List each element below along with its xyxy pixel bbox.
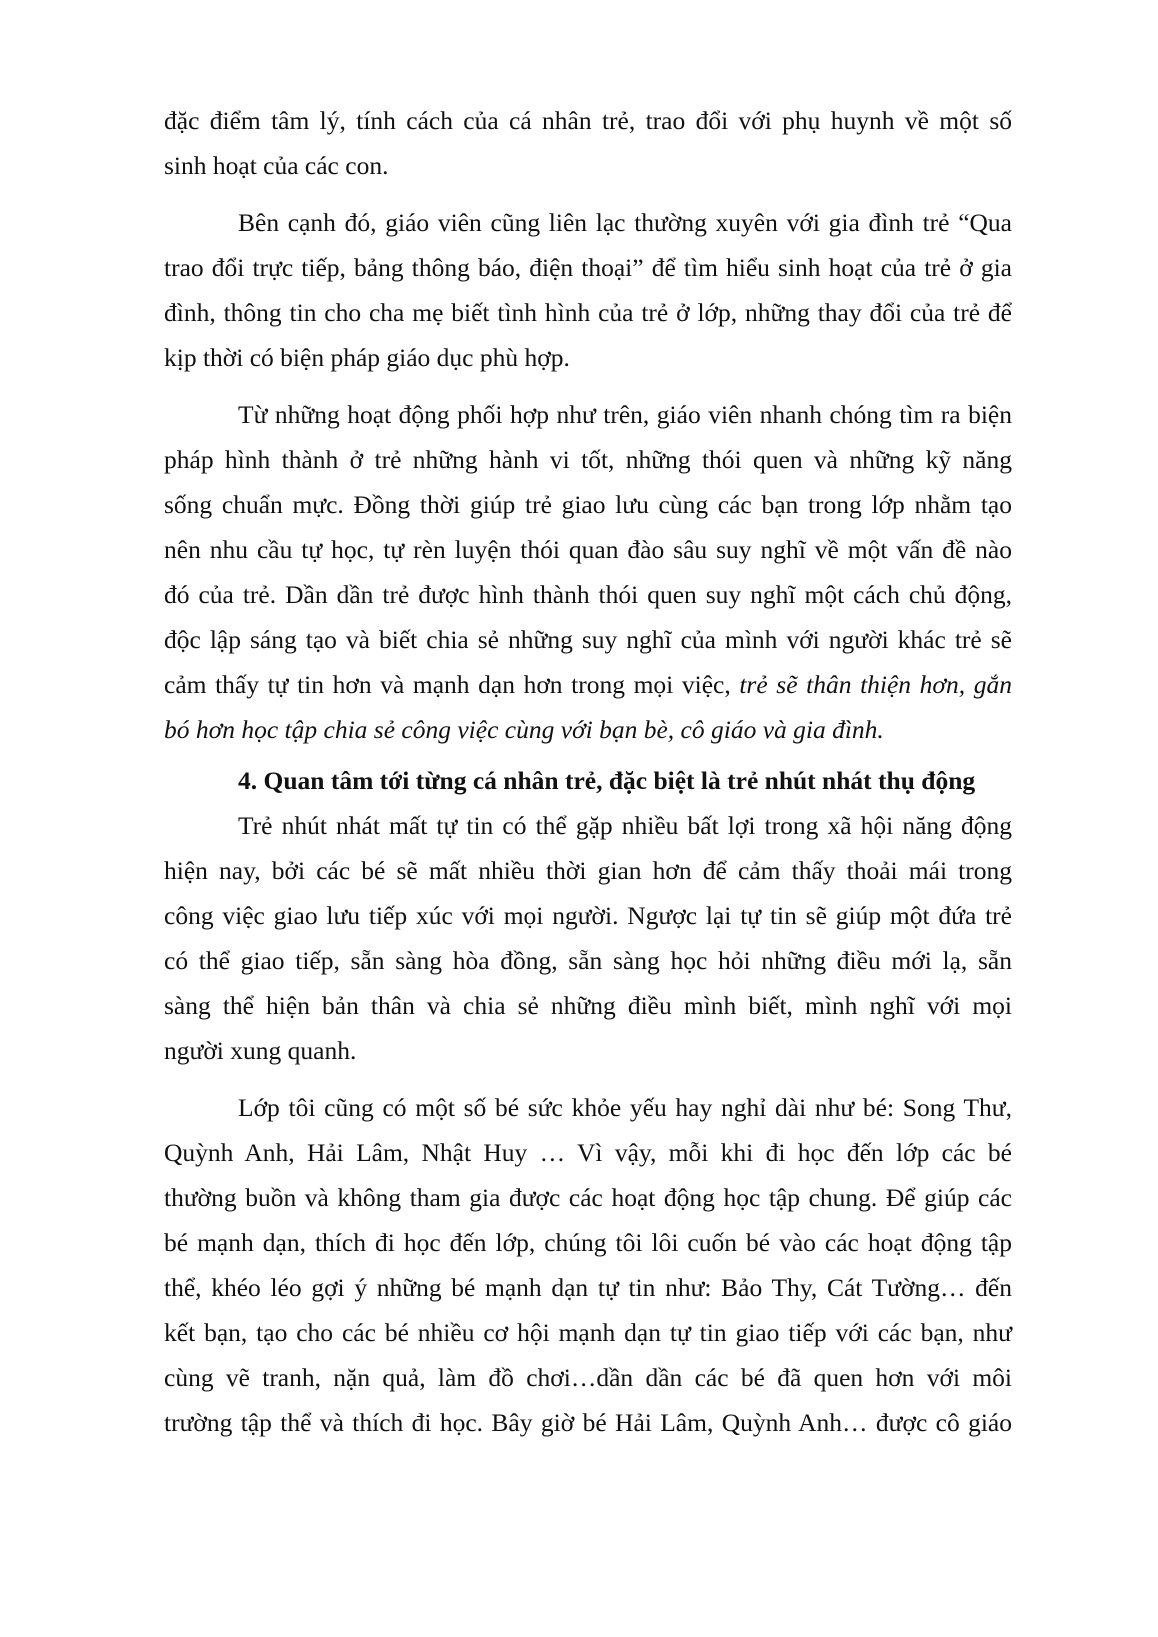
text-line: bé mạnh dạn, thích đi học đến lớp, chúng tôi lôi cuốn bé vào các hoạt động tập [164, 1228, 1012, 1257]
paragraph-4 [164, 803, 1012, 1073]
text-line: Quỳnh Anh, Hải Lâm, Nhật Huy … Vì vậy, mỗi khi đi học đến lớp các bé [164, 1138, 1012, 1167]
text-line: cùng vẽ tranh, nặn quả, làm đồ chơi…dần dần các bé đã quen hơn với môi [164, 1363, 1012, 1392]
italic-run: bó hơn học tập chia sẻ công việc cùng với bạn bè, cô giáo và gia đình. [164, 715, 884, 744]
text-line: độc lập sáng tạo và biết chia sẻ những suy nghĩ của mình với người khác trẻ sẽ [164, 625, 1012, 654]
text-line: sống chuẩn mực. Đồng thời giúp trẻ giao lưu cùng các bạn trong lớp nhằm tạo [164, 490, 1012, 519]
text-line: sinh hoạt của các con. [164, 151, 389, 180]
text-line: pháp hình thành ở trẻ những hành vi tốt, những thói quen và những kỹ năng [164, 445, 1012, 474]
text-line-mixed [164, 662, 1012, 707]
text-line: trao đổi trực tiếp, bảng thông báo, điện thoại” để tìm hiểu sinh hoạt của trẻ ở gia [164, 253, 1012, 282]
paragraph-5 [164, 1085, 1012, 1445]
text-line: Trẻ nhút nhát mất tự tin có thể gặp nhiều bất lợi trong xã hội năng động [238, 811, 1012, 840]
text-line: trường tập thể và thích đi học. Bây giờ bé Hải Lâm, Quỳnh Anh… được cô giáo [164, 1408, 1012, 1437]
text-line: Từ những hoạt động phối hợp như trên, giáo viên nhanh chóng tìm ra biện [238, 400, 1012, 429]
text-line: thể, khéo léo gợi ý những bé mạnh dạn tự tin như: Bảo Thy, Cát Tường… đến [164, 1273, 1012, 1302]
text-line: kết bạn, tạo cho các bé nhiều cơ hội mạnh dạn tự tin giao tiếp với các bạn, như [164, 1318, 1012, 1347]
paragraph-3 [164, 392, 1012, 752]
text-line: có thể giao tiếp, sẵn sàng hòa đồng, sẵn sàng học hỏi những điều mới lạ, sẵn [164, 946, 1012, 975]
text-line: nên nhu cầu tự học, tự rèn luyện thói quan đào sâu suy nghĩ về một vấn đề nào [164, 535, 1012, 564]
text-line-italic [164, 707, 1012, 752]
section-heading: 4. Quan tâm tới từng cá nhân trẻ, đặc biệt là trẻ nhút nhát thụ động [238, 766, 976, 795]
text-line: công việc giao lưu tiếp xúc với mọi người. Ngược lại tự tin sẽ giúp một đứa trẻ [164, 901, 1012, 930]
paragraph-2 [164, 200, 1012, 380]
text-line: thường buồn và không tham gia được các hoạt động học tập chung. Để giúp các [164, 1183, 1012, 1212]
text-line: Bên cạnh đó, giáo viên cũng liên lạc thường xuyên với gia đình trẻ “Qua [238, 208, 1012, 237]
text-line: Lớp tôi cũng có một số bé sức khỏe yếu hay nghỉ dài như bé: Song Thư, [238, 1093, 1012, 1122]
text-line: sàng thể hiện bản thân và chia sẻ những điều mình biết, mình nghĩ với mọi [164, 991, 1012, 1020]
text-line: kịp thời có biện pháp giáo dục phù hợp. [164, 343, 570, 372]
document-page [164, 98, 1012, 1445]
paragraph-1 [164, 98, 1012, 188]
italic-run: trẻ sẽ thân thiện hơn, gắn [739, 670, 1013, 699]
text-line: đặc điểm tâm lý, tính cách của cá nhân trẻ, trao đổi với phụ huynh về một số [164, 106, 1012, 135]
text-line: đó của trẻ. Dần dần trẻ được hình thành thói quen suy nghĩ một cách chủ động, [164, 580, 1012, 609]
text-run: cảm thấy tự tin hơn và mạnh dạn hơn trong mọi việc, [164, 670, 740, 699]
text-line: hiện nay, bởi các bé sẽ mất nhiều thời gian hơn để cảm thấy thoải mái trong [164, 856, 1012, 885]
text-line: người xung quanh. [164, 1036, 357, 1065]
text-line: đình, thông tin cho cha mẹ biết tình hình của trẻ ở lớp, những thay đổi của trẻ để [164, 298, 1012, 327]
